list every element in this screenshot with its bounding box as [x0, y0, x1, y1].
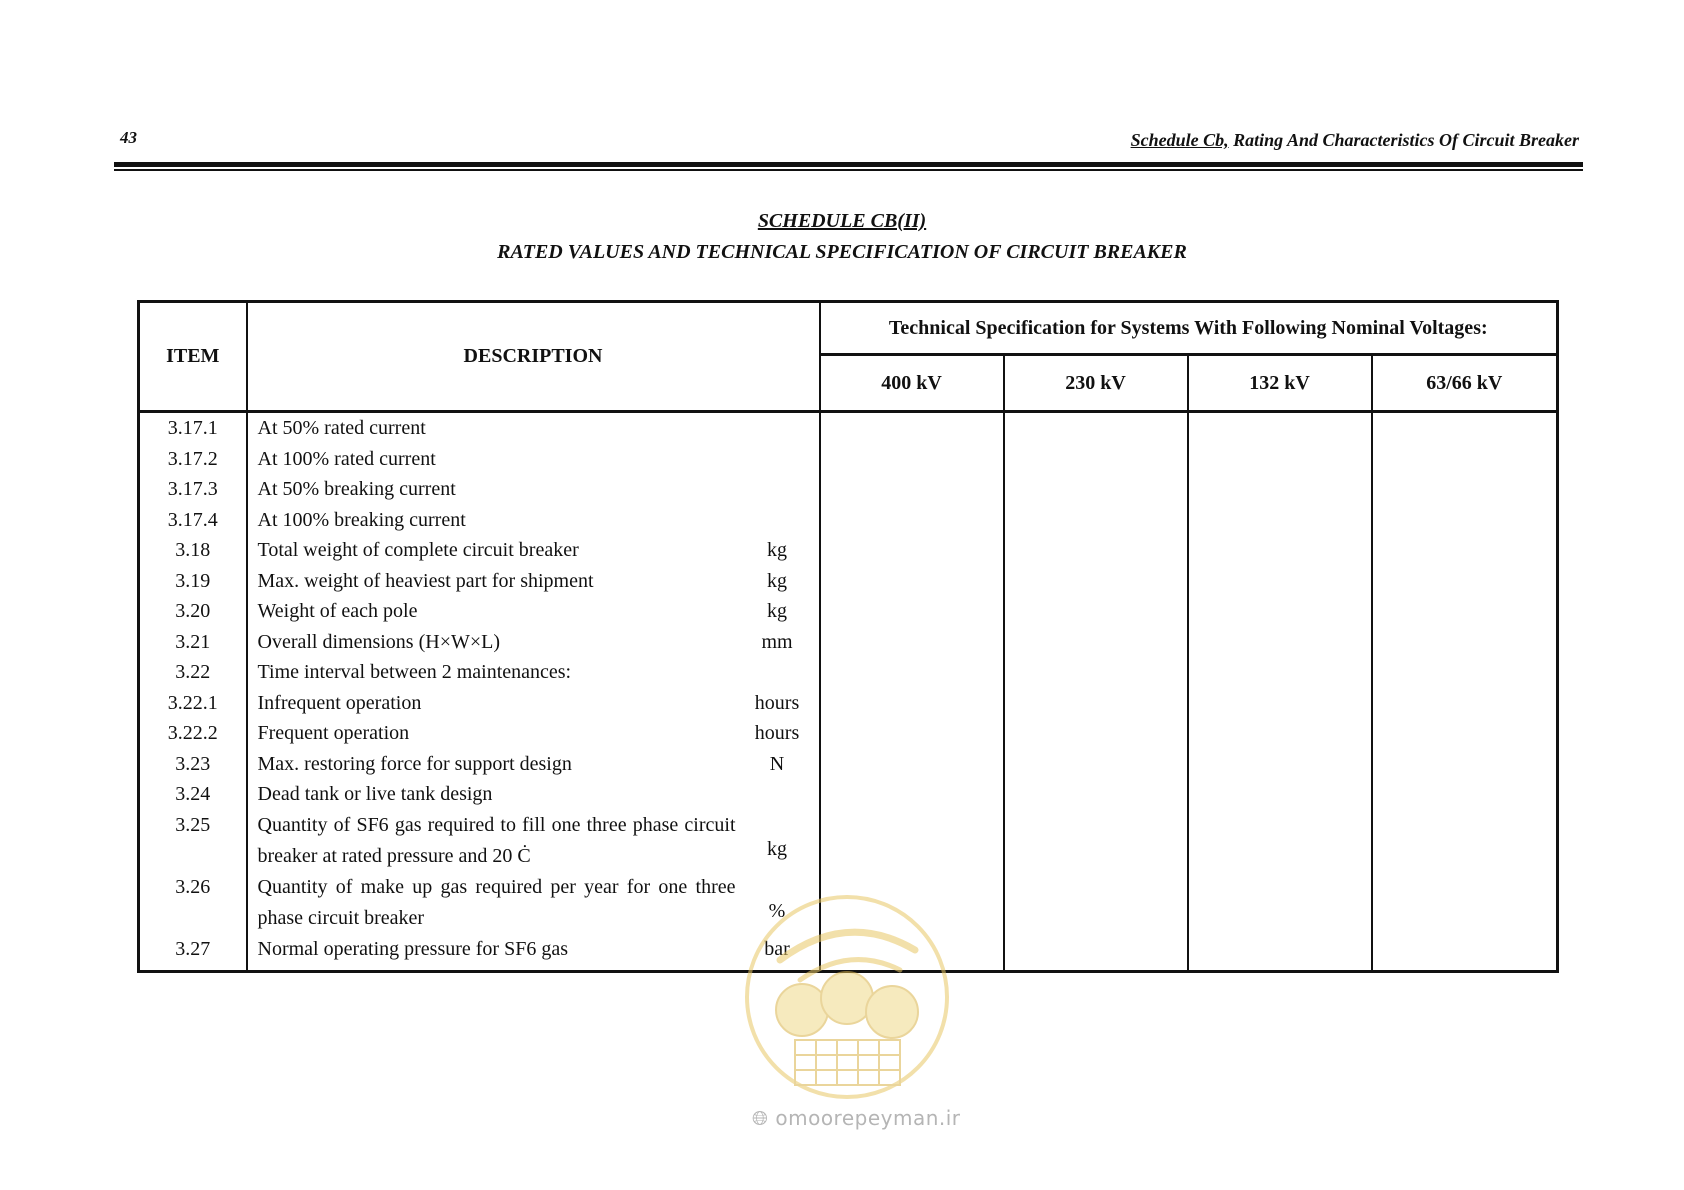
value-cell: [1004, 810, 1188, 872]
value-cell: [820, 505, 1004, 536]
item-number: 3.17.3: [139, 474, 247, 505]
table-row: [139, 535, 1558, 566]
value-cell: [1188, 474, 1372, 505]
header-voltage-63-66: 63/66 kV: [1372, 355, 1558, 412]
value-cell: [1004, 749, 1188, 780]
value-cell: [820, 444, 1004, 475]
item-unit: %: [736, 872, 820, 934]
value-cell: [1188, 444, 1372, 475]
value-cell: [820, 718, 1004, 749]
value-cell: [820, 627, 1004, 658]
item-description: At 50% breaking current: [247, 474, 736, 505]
value-cell: [820, 412, 1004, 444]
item-description: Dead tank or live tank design: [247, 779, 736, 810]
table-row: [139, 657, 1558, 688]
page-number: 43: [120, 128, 137, 147]
value-cell: [1188, 872, 1372, 934]
table-row: [139, 688, 1558, 719]
table-row: [139, 779, 1558, 810]
value-cell: [1004, 688, 1188, 719]
value-cell: [1188, 627, 1372, 658]
item-number: 3.22.1: [139, 688, 247, 719]
value-cell: [1372, 657, 1558, 688]
item-unit: [736, 779, 820, 810]
value-cell: [1004, 657, 1188, 688]
item-description: Total weight of complete circuit breaker: [247, 535, 736, 566]
header-voltage-400: 400 kV: [820, 355, 1004, 412]
item-number: 3.27: [139, 934, 247, 972]
table-row: [139, 412, 1558, 444]
item-description: Max. weight of heaviest part for shipment: [247, 566, 736, 597]
value-cell: [1004, 596, 1188, 627]
header-item: ITEM: [139, 302, 247, 412]
table-row: [139, 749, 1558, 780]
header-voltage-132: 132 kV: [1188, 355, 1372, 412]
item-number: 3.25: [139, 810, 247, 872]
value-cell: [1372, 934, 1558, 972]
table-row: [139, 444, 1558, 475]
table-row: [139, 566, 1558, 597]
watermark-site-text: omoorepeyman.ir: [775, 1106, 961, 1130]
item-number: 3.22.2: [139, 718, 247, 749]
value-cell: [1004, 535, 1188, 566]
value-cell: [820, 688, 1004, 719]
value-cell: [1372, 627, 1558, 658]
item-number: 3.21: [139, 627, 247, 658]
item-unit: N: [736, 749, 820, 780]
value-cell: [1188, 535, 1372, 566]
schedule-title: SCHEDULE CB(II): [757, 210, 927, 232]
item-number: 3.23: [139, 749, 247, 780]
table-row: [139, 718, 1558, 749]
value-cell: [820, 657, 1004, 688]
item-unit: bar: [736, 934, 820, 972]
table-row: [139, 474, 1558, 505]
header-rule-thick: [114, 162, 1583, 167]
value-cell: [820, 779, 1004, 810]
item-unit: kg: [736, 566, 820, 597]
value-cell: [1372, 566, 1558, 597]
item-description: Max. restoring force for support design: [247, 749, 736, 780]
item-number: 3.18: [139, 535, 247, 566]
value-cell: [1004, 872, 1188, 934]
spec-table: [137, 300, 1559, 973]
item-description: Weight of each pole: [247, 596, 736, 627]
item-unit: hours: [736, 688, 820, 719]
item-number: 3.19: [139, 566, 247, 597]
value-cell: [1188, 657, 1372, 688]
item-unit: kg: [736, 596, 820, 627]
running-head-schedule: Schedule Cb,: [1130, 130, 1229, 150]
item-unit: [736, 444, 820, 475]
value-cell: [820, 566, 1004, 597]
item-unit: kg: [736, 810, 820, 872]
table-row: [139, 627, 1558, 658]
value-cell: [1188, 566, 1372, 597]
value-cell: [1004, 779, 1188, 810]
running-head: [1131, 130, 1579, 151]
header-voltage-230: 230 kV: [1004, 355, 1188, 412]
value-cell: [1188, 779, 1372, 810]
value-cell: [1004, 566, 1188, 597]
item-unit: mm: [736, 627, 820, 658]
value-cell: [820, 810, 1004, 872]
schedule-subtitle: RATED VALUES AND TECHNICAL SPECIFICATION OF CIRCUIT BREAKER: [497, 241, 1187, 263]
running-head-title: Rating And Characteristics Of Circuit Breaker: [1228, 130, 1579, 150]
watermark-site: 🌐︎ omoorepeyman.ir: [752, 1106, 961, 1130]
value-cell: [1004, 474, 1188, 505]
item-description: Frequent operation: [247, 718, 736, 749]
value-cell: [1188, 688, 1372, 719]
value-cell: [1188, 749, 1372, 780]
item-description: Infrequent operation: [247, 688, 736, 719]
header-description: DESCRIPTION: [247, 302, 820, 412]
item-description: At 50% rated current: [247, 412, 736, 444]
item-number: 3.17.4: [139, 505, 247, 536]
value-cell: [1372, 810, 1558, 872]
header-spec-group: Technical Specification for Systems With Following Nominal Voltages:: [820, 302, 1558, 355]
value-cell: [1004, 412, 1188, 444]
item-unit: [736, 412, 820, 444]
item-description: At 100% breaking current: [247, 505, 736, 536]
item-description: At 100% rated current: [247, 444, 736, 475]
value-cell: [820, 535, 1004, 566]
value-cell: [1372, 749, 1558, 780]
item-unit: [736, 474, 820, 505]
value-cell: [1372, 444, 1558, 475]
gear-logo-icon: [740, 890, 955, 1105]
item-number: 3.17.1: [139, 412, 247, 444]
item-unit: [736, 505, 820, 536]
item-description: Overall dimensions (H×W×L): [247, 627, 736, 658]
item-number: 3.22: [139, 657, 247, 688]
value-cell: [820, 474, 1004, 505]
header-rule-thin: [114, 169, 1583, 171]
value-cell: [1372, 779, 1558, 810]
value-cell: [1188, 934, 1372, 972]
item-unit: [736, 657, 820, 688]
value-cell: [1372, 688, 1558, 719]
item-description: Normal operating pressure for SF6 gas: [247, 934, 736, 972]
item-unit: kg: [736, 535, 820, 566]
item-number: 3.20: [139, 596, 247, 627]
value-cell: [1188, 810, 1372, 872]
item-number: 3.17.2: [139, 444, 247, 475]
value-cell: [1188, 505, 1372, 536]
item-unit: hours: [736, 718, 820, 749]
value-cell: [1372, 412, 1558, 444]
value-cell: [1188, 412, 1372, 444]
value-cell: [1004, 627, 1188, 658]
value-cell: [1372, 596, 1558, 627]
item-number: 3.26: [139, 872, 247, 934]
value-cell: [1372, 718, 1558, 749]
value-cell: [1188, 718, 1372, 749]
item-description: Time interval between 2 maintenances:: [247, 657, 736, 688]
item-number: 3.24: [139, 779, 247, 810]
table-row: [139, 596, 1558, 627]
value-cell: [820, 596, 1004, 627]
value-cell: [820, 749, 1004, 780]
value-cell: [1004, 934, 1188, 972]
value-cell: [1372, 474, 1558, 505]
value-cell: [1372, 535, 1558, 566]
item-description: Quantity of SF6 gas required to fill one three phase circuit breaker at rated pressure and 20 Ċ: [247, 810, 736, 872]
table-row: [139, 505, 1558, 536]
value-cell: [1188, 596, 1372, 627]
value-cell: [1004, 444, 1188, 475]
table-row: [139, 810, 1558, 872]
item-description: Quantity of make up gas required per year for one three phase circuit breaker: [247, 872, 736, 934]
value-cell: [1372, 872, 1558, 934]
value-cell: [1004, 505, 1188, 536]
value-cell: [1372, 505, 1558, 536]
value-cell: [1004, 718, 1188, 749]
